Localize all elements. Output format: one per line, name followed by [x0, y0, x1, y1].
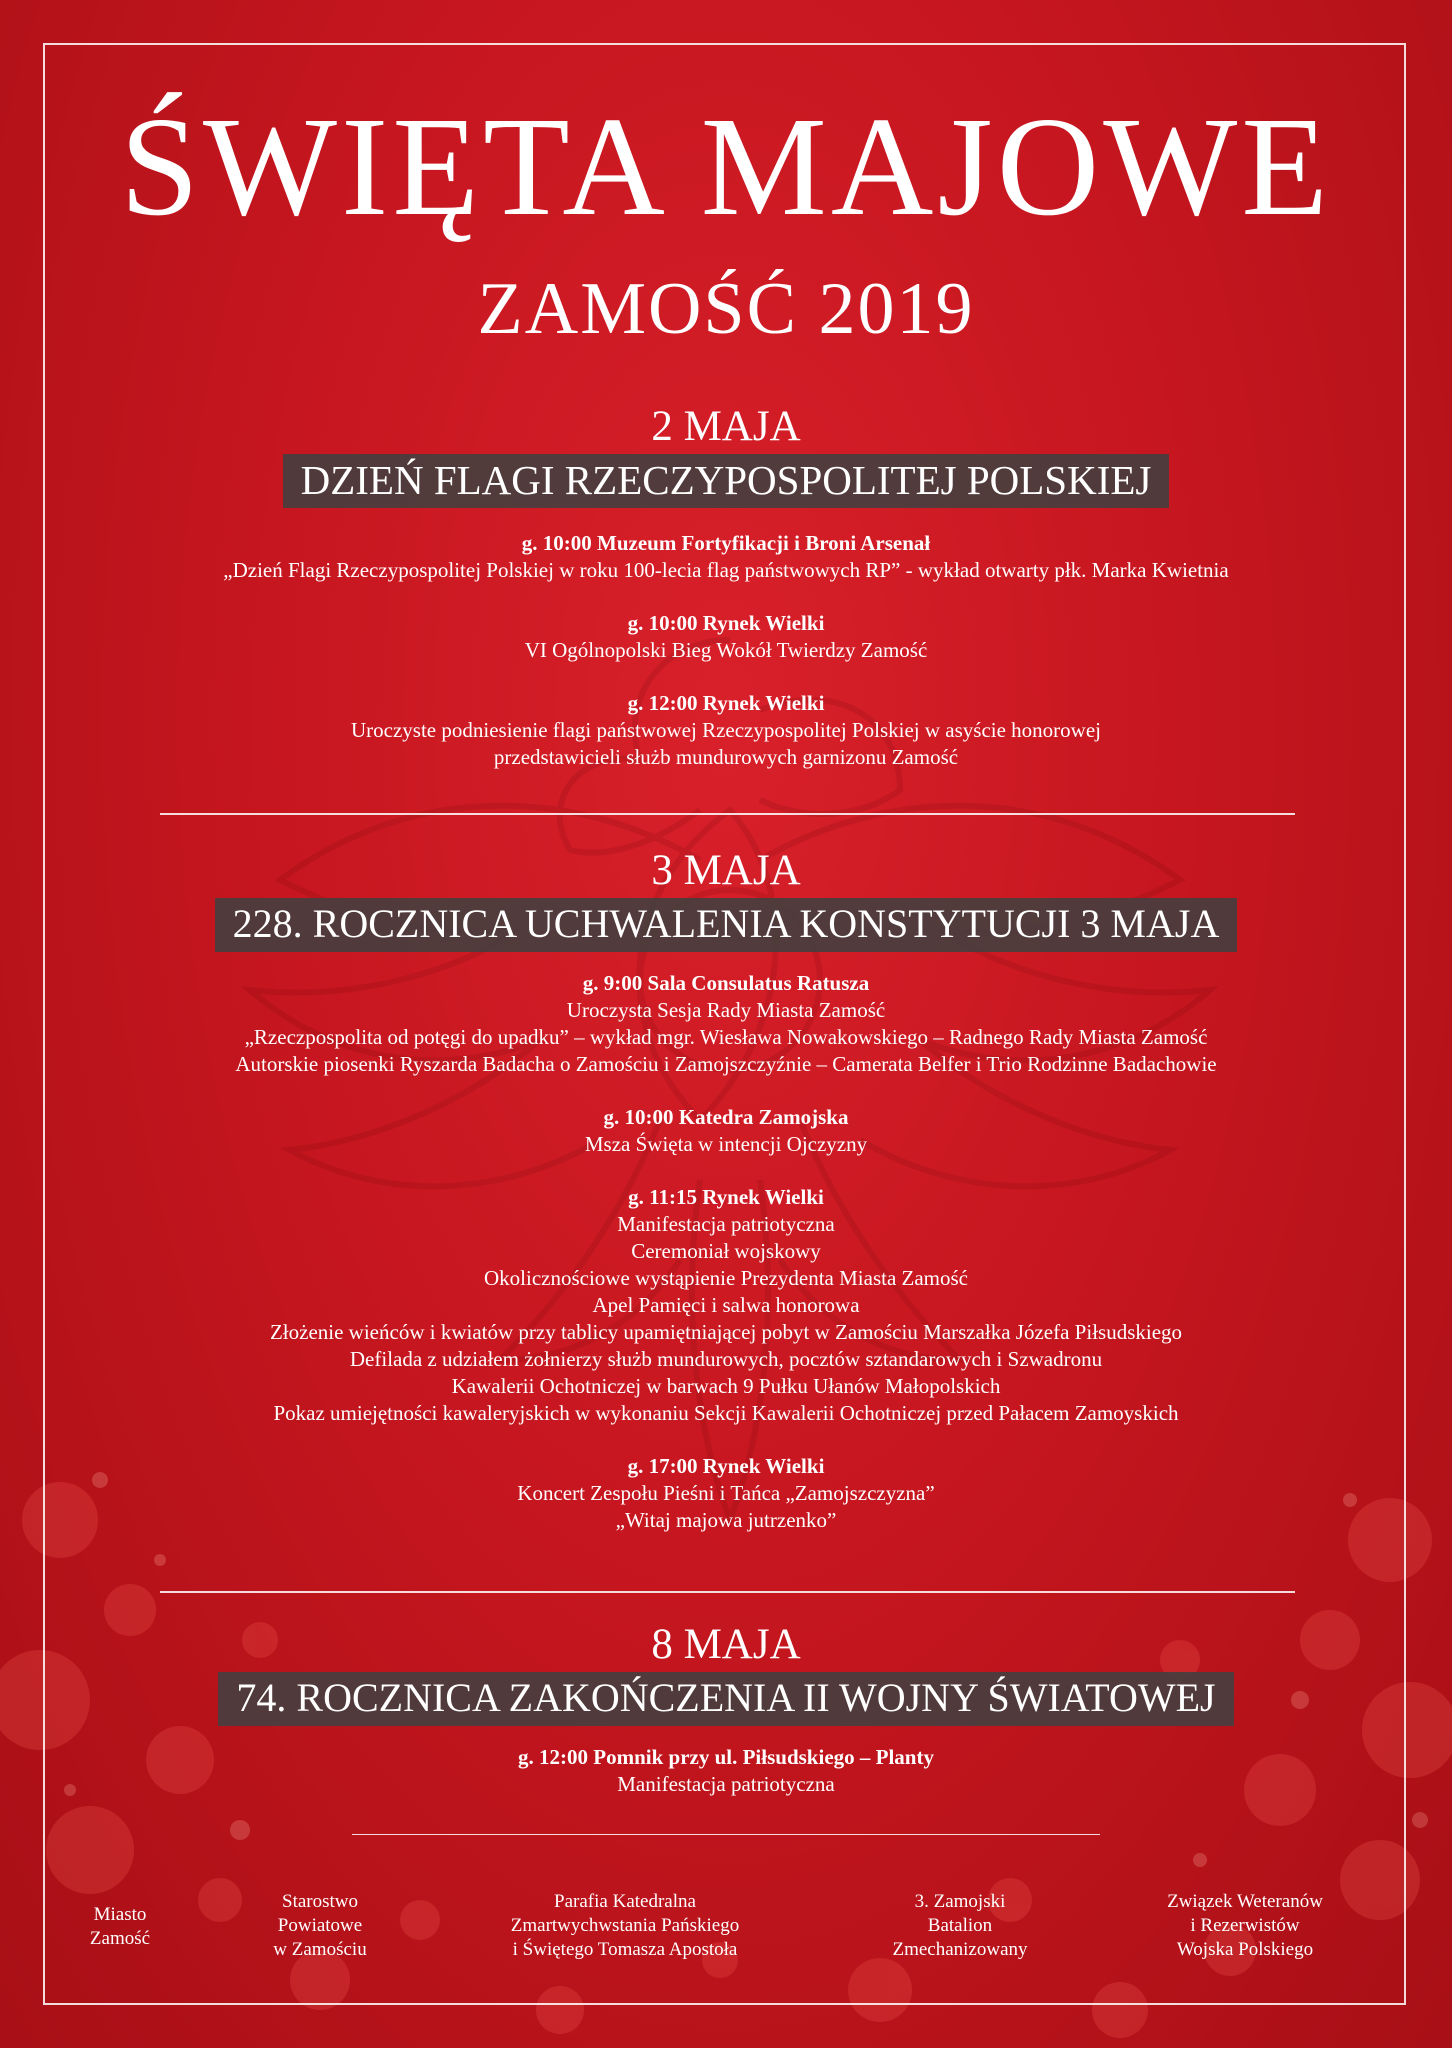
organizer-line: 3. Zamojski — [914, 1891, 1006, 1912]
event-line: Złożenie wieńców i kwiatów przy tablicy upamiętniającej pobyt w Zamościu Marszałka Józefa Piłsudskiego — [269, 1320, 1183, 1344]
event-line: Kawalerii Ochotniczej w barwach 9 Pułku Ułanów Małopolskich — [451, 1374, 1001, 1398]
organizer-line: w Zamościu — [273, 1939, 367, 1960]
event-item — [0, 1104, 1452, 1158]
event-line: Okolicznościowe wystąpienie Prezydenta Miasta Zamość — [483, 1266, 968, 1290]
organizer-line: i Rezerwistów — [1190, 1915, 1300, 1936]
event-time: g. 12:00 Pomnik przy ul. Piłsudskiego – Planty — [518, 1745, 934, 1769]
event-time: g. 17:00 Rynek Wielki — [627, 1454, 825, 1478]
event-line: Uroczysta Sesja Rady Miasta Zamość — [566, 998, 886, 1022]
organizer-line: Zamość — [89, 1928, 151, 1949]
section-divider — [160, 1591, 1295, 1593]
organizer-parafia — [470, 1890, 780, 1962]
event-line: przedstawicieli służb mundurowych garnizonu Zamość — [493, 745, 959, 769]
event-time: g. 12:00 Rynek Wielki — [627, 691, 825, 715]
event-item — [0, 1184, 1452, 1427]
organizer-zwiazek-weteranow — [1120, 1890, 1370, 1962]
event-item — [0, 690, 1452, 771]
event-time: g. 11:15 Rynek Wielki — [628, 1185, 824, 1209]
organizer-batalion — [860, 1890, 1060, 1962]
event-line: Ceremoniał wojskowy — [631, 1239, 821, 1263]
event-item — [0, 1453, 1452, 1534]
footer-divider — [352, 1834, 1100, 1835]
event-line: Manifestacja patriotyczna — [617, 1772, 835, 1796]
event-time: g. 10:00 Katedra Zamojska — [603, 1105, 849, 1129]
organizer-line: Zmechanizowany — [892, 1939, 1028, 1960]
event-line: „Witaj majowa jutrzenko” — [615, 1508, 837, 1532]
event-line: VI Ogólnopolski Bieg Wokół Twierdzy Zamość — [524, 638, 928, 662]
event-time: g. 10:00 Muzeum Fortyfikacji i Broni Arsenał — [521, 531, 931, 555]
organizer-line: Związek Weteranów — [1167, 1891, 1323, 1912]
event-line: „Dzień Flagi Rzeczypospolitej Polskiej w roku 100-lecia flag państwowych RP” - wykład otwarty płk. Marka Kwietnia — [223, 558, 1229, 582]
organizer-line: i Świętego Tomasza Apostoła — [512, 1939, 738, 1960]
organizer-line: Powiatowe — [277, 1915, 363, 1936]
event-time: g. 10:00 Rynek Wielki — [627, 611, 825, 635]
section-3-maja — [0, 846, 1452, 1534]
section-banner: DZIEŃ FLAGI RZECZYPOSPOLITEJ POLSKIEJ — [283, 454, 1170, 508]
section-2-maja — [0, 402, 1452, 771]
section-date: 3 MAJA — [651, 847, 801, 894]
poster-title: ŚWIĘTA MAJOWE — [120, 87, 1332, 245]
event-line: Msza Święta w intencji Ojczyzny — [584, 1132, 868, 1156]
organizer-line: Wojska Polskiego — [1176, 1939, 1314, 1960]
section-banner: 228. ROCZNICA UCHWALENIA KONSTYTUCJI 3 MAJA — [215, 898, 1238, 952]
organizer-line: Miasto — [93, 1904, 147, 1925]
section-date: 2 MAJA — [651, 403, 801, 450]
event-line: Uroczyste podniesienie flagi państwowej Rzeczypospolitej Polskiej w asyście honorowej — [351, 718, 1101, 742]
event-item — [0, 970, 1452, 1078]
organizer-line: Starostwo — [282, 1891, 358, 1912]
section-banner: 74. ROCZNICA ZAKOŃCZENIA II WOJNY ŚWIATOWEJ — [218, 1672, 1233, 1726]
event-line: Defilada z udziałem żołnierzy służb mundurowych, pocztów sztandarowych i Szwadronu — [349, 1347, 1103, 1371]
organizer-starostwo — [220, 1890, 420, 1962]
event-time: g. 9:00 Sala Consulatus Ratusza — [582, 971, 870, 995]
event-line: Apel Pamięci i salwa honorowa — [592, 1293, 860, 1317]
organizer-line: Zmartwychwstania Pańskiego — [510, 1915, 740, 1936]
organizer-line: Batalion — [927, 1915, 993, 1936]
event-line: Autorskie piosenki Ryszarda Badacha o Zamościu i Zamojszczyźnie – Camerata Belfer i Trio Rodzinne Badachowie — [235, 1052, 1217, 1076]
event-item — [0, 530, 1452, 584]
section-divider — [160, 813, 1295, 815]
event-line: „Rzeczpospolita od potęgi do upadku” – wykład mgr. Wiesława Nowakowskiego – Radnego Rady Miasta Zamość — [244, 1025, 1208, 1049]
section-date: 8 MAJA — [651, 1621, 801, 1668]
organizer-line: Parafia Katedralna — [554, 1891, 696, 1912]
event-item — [0, 1744, 1452, 1798]
event-item — [0, 610, 1452, 664]
event-line: Koncert Zespołu Pieśni i Tańca „Zamojszczyzna” — [517, 1481, 935, 1505]
section-8-maja — [0, 1620, 1452, 1798]
event-line: Manifestacja patriotyczna — [617, 1212, 835, 1236]
poster-subtitle: ZAMOŚĆ 2019 — [477, 268, 975, 350]
event-line: Pokaz umiejętności kawaleryjskich w wykonaniu Sekcji Kawalerii Ochotniczej przed Pałacem Zamoyskich — [273, 1401, 1179, 1425]
organizer-miasto-zamosc — [40, 1903, 200, 1951]
